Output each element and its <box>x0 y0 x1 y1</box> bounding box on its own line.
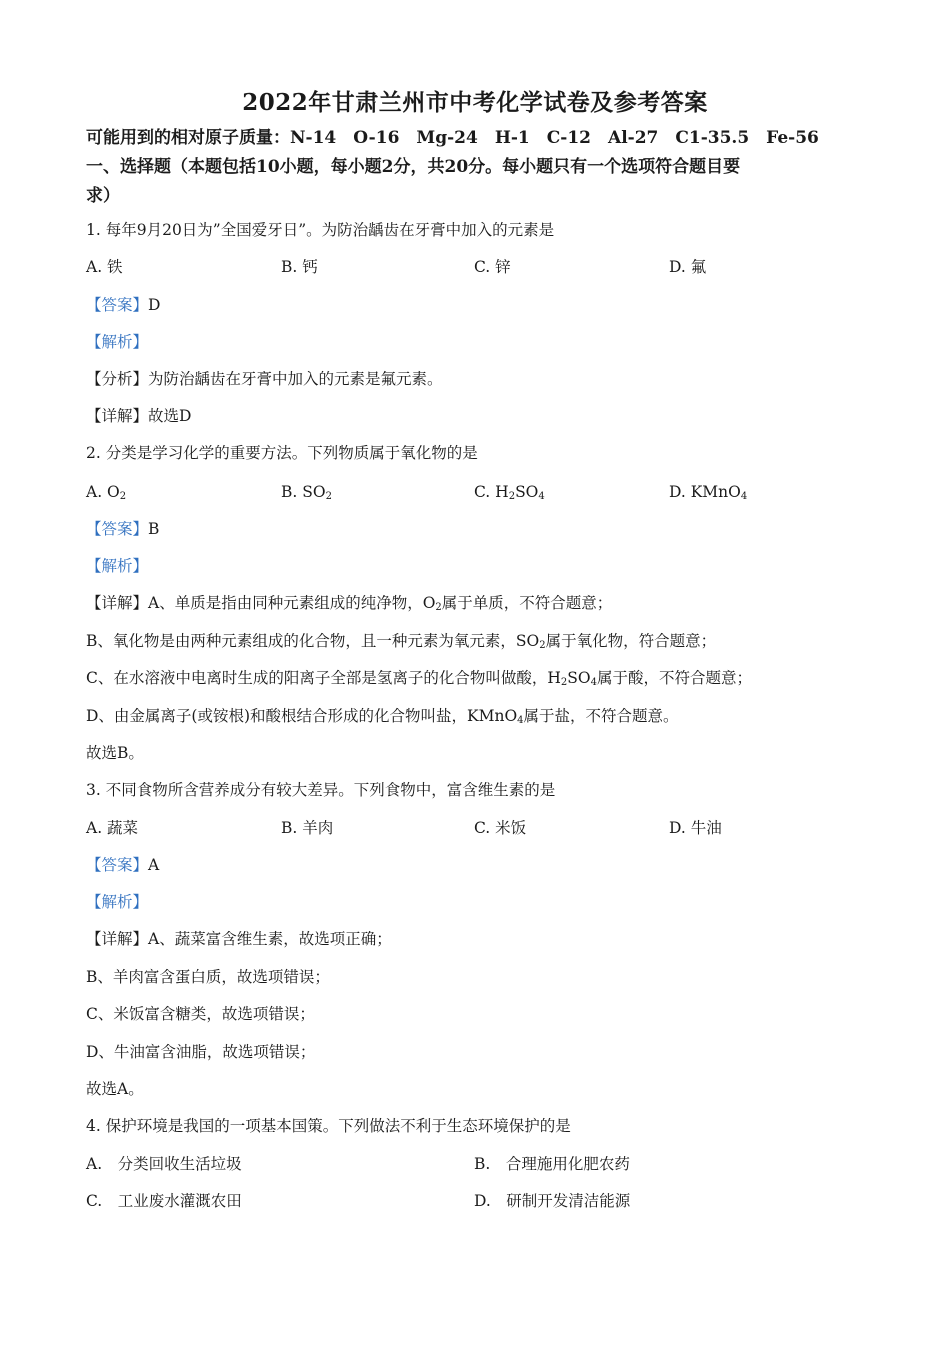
q2-conclusion: 故选B。 <box>86 744 144 762</box>
q3-stem: 3. 不同食物所含营养成分有较大差异。下列食物中，富含维生素的是 <box>86 781 556 799</box>
section-heading-line2: 求） <box>86 186 120 206</box>
q4-option-d: D. 研制开发清洁能源 <box>474 1192 631 1210</box>
q3-option-b: B. 羊肉 <box>281 819 334 837</box>
q1-answer <box>86 295 160 315</box>
answer-label: 【答案】 <box>86 856 149 874</box>
q2-option-c: C. $H_2SO_4$ <box>474 483 545 502</box>
q1-option-d: D. 氟 <box>669 258 707 276</box>
answer-label: 【答案】 <box>86 520 149 538</box>
q4-stem: 4. 保护环境是我国的一项基本国策。下列做法不利于生态环境保护的是 <box>86 1117 571 1135</box>
q3-detail-3: C、米饭富含糖类，故选项错误； <box>86 1005 315 1023</box>
q2-detail-3: C、在水溶液中电离时生成的阳离子全部是氢离子的化合物叫做酸，$H_2SO_4$属于酸，不符合题意； <box>86 669 752 688</box>
q3-option-a: A. 蔬菜 <box>86 819 139 837</box>
q2-option-d: D. KMnO$_4$ <box>669 483 748 502</box>
q1-stem: 1. 每年9月20日为”全国爱牙日”。为防治龋齿在牙膏中加入的元素是 <box>86 221 555 239</box>
q2-detail-1: 【详解】A、单质是指由同种元素组成的纯净物，$O_2$属于单质，不符合题意； <box>86 594 613 613</box>
q3-detail-4: D、牛油富含油脂，故选项错误； <box>86 1043 316 1061</box>
q1-fenxi-text: 为防治龋齿在牙膏中加入的元素是氟元素。 <box>148 370 443 388</box>
detail-label: 【详解】 <box>86 407 149 425</box>
q2-analysis-label: 【解析】 <box>86 557 149 575</box>
q3-detail-1: 【详解】A、蔬菜富含维生素，故选项正确； <box>86 930 392 948</box>
q1-detail-text: 故选D <box>148 407 192 425</box>
q2-detail-4: D、由金属离子(或铵根)和酸根结合形成的化合物叫盐，KMnO$_4$属于盐，不符合题意。 <box>86 707 679 726</box>
q1-option-a: A. 铁 <box>86 258 123 276</box>
q1-detail <box>86 406 191 426</box>
q2-detail-2: B、氧化物是由两种元素组成的化合物，且一种元素为氧元素，$SO_2$属于氧化物，符合题意； <box>86 632 717 651</box>
q4-option-b: B. 合理施用化肥农药 <box>474 1155 630 1173</box>
q1-analysis-label: 【解析】 <box>86 333 149 351</box>
q3-detail-2: B、羊肉富含蛋白质，故选项错误； <box>86 968 330 986</box>
fenxi-label: 【分析】 <box>86 370 149 388</box>
atomic-masses-line: 可能用到的相对原子质量：N-14 O-16 Mg-24 H-1 C-12 Al-27 C1-35.5 Fe-56 <box>86 128 819 148</box>
q2-answer <box>86 519 159 539</box>
q3-conclusion: 故选A。 <box>86 1080 144 1098</box>
q1-option-c: C. 锌 <box>474 258 511 276</box>
q3-answer <box>86 855 159 875</box>
answer-label: 【答案】 <box>86 296 149 314</box>
q1-answer-value: D <box>148 296 161 314</box>
q2-option-a: A. $O_2$ <box>86 483 127 502</box>
q2-answer-value: B <box>148 520 160 538</box>
q4-option-c: C. 工业废水灌溉农田 <box>86 1192 242 1210</box>
q3-option-c: C. 米饭 <box>474 819 527 837</box>
q1-option-b: B. 钙 <box>281 258 318 276</box>
q3-analysis-label: 【解析】 <box>86 893 149 911</box>
q2-option-b: B. $SO_2$ <box>281 483 332 502</box>
detail-label: 【详解】 <box>86 930 149 948</box>
page-title: 2022年甘肃兰州市中考化学试卷及参考答案 <box>242 89 708 116</box>
q1-fenxi <box>86 369 443 389</box>
detail-label: 【详解】 <box>86 594 149 612</box>
q2-stem: 2. 分类是学习化学的重要方法。下列物质属于氧化物的是 <box>86 444 478 462</box>
q4-option-a: A. 分类回收生活垃圾 <box>86 1155 242 1173</box>
q3-answer-value: A <box>148 856 160 874</box>
section-heading-line1: 一、选择题（本题包括10小题，每小题2分，共20分。每小题只有一个选项符合题目要 <box>86 157 741 177</box>
q3-option-d: D. 牛油 <box>669 819 722 837</box>
